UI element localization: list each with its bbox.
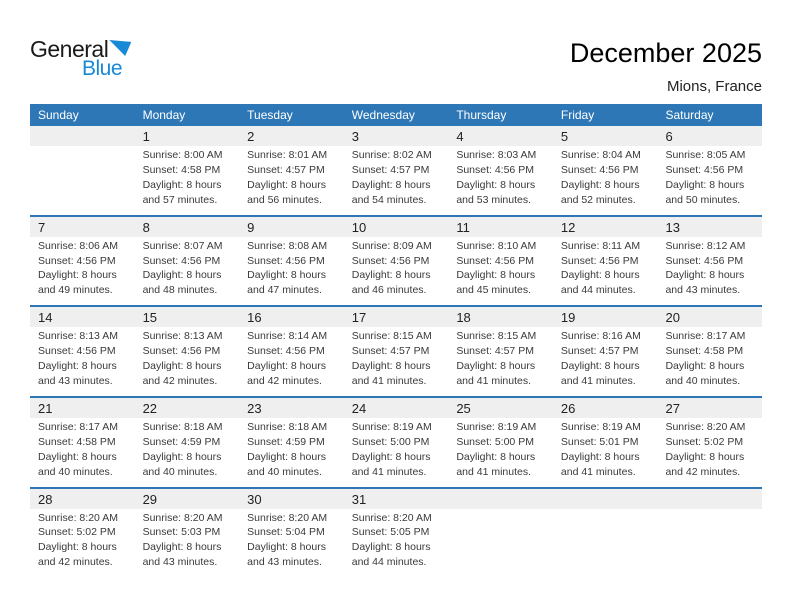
logo-text-general: General [30, 36, 109, 62]
daylight-text-line1: Daylight: 8 hours [456, 269, 536, 282]
empty-day-number [30, 126, 135, 146]
day-number: 18 [456, 310, 471, 326]
daylight-text-line1: Daylight: 8 hours [38, 360, 117, 373]
page-location: Mions, France [666, 78, 762, 96]
sunset-text: Sunset: 4:56 PM [247, 345, 325, 358]
daylight-text-line2: and 40 minutes. [665, 374, 741, 387]
day-cell [239, 509, 344, 571]
sunrise-text: Sunrise: 8:14 AM [247, 330, 328, 343]
general-blue-logo [30, 38, 131, 79]
daylight-text-line2: and 43 minutes. [38, 374, 113, 387]
daylight-text-line2: and 44 minutes. [351, 556, 427, 569]
daylight-text-line1: Daylight: 8 hours [247, 450, 326, 463]
sunset-text: Sunset: 4:57 PM [351, 163, 430, 176]
sunset-text: Sunset: 4:56 PM [665, 163, 744, 176]
daylight-text-line1: Daylight: 8 hours [456, 450, 536, 463]
sunrise-text: Sunrise: 8:07 AM [142, 239, 223, 252]
daylight-text-line2: and 40 minutes. [142, 465, 218, 478]
day-cell [344, 327, 449, 389]
day-cell [30, 237, 135, 299]
day-number: 4 [456, 129, 464, 144]
sunrise-text: Sunrise: 8:18 AM [142, 420, 223, 433]
day-cell [239, 418, 344, 480]
empty-day-cell [30, 146, 135, 208]
daylight-text-line2: and 52 minutes. [560, 193, 636, 206]
sunrise-text: Sunrise: 8:20 AM [665, 420, 746, 433]
daylight-text-line2: and 43 minutes. [665, 284, 741, 297]
daylight-text-line2: and 41 minutes. [351, 465, 427, 478]
sunrise-text: Sunrise: 8:12 AM [665, 239, 746, 252]
sunrise-text: Sunrise: 8:18 AM [247, 420, 328, 433]
sunset-text: Sunset: 4:59 PM [142, 435, 221, 448]
week-row [30, 305, 762, 396]
day-cell [553, 237, 658, 299]
day-cell [239, 237, 344, 299]
daylight-text-line1: Daylight: 8 hours [247, 360, 326, 373]
daylight-text-line1: Daylight: 8 hours [142, 450, 222, 463]
day-cell [448, 237, 553, 299]
logo-triangle-icon [109, 40, 131, 56]
daylight-text-line2: and 43 minutes. [247, 556, 322, 569]
day-detail-band [30, 237, 762, 306]
weekday-sunday: Sunday [38, 108, 79, 122]
day-number: 25 [456, 400, 471, 416]
daylight-text-line1: Daylight: 8 hours [665, 269, 745, 282]
day-cell [344, 146, 449, 208]
sunset-text: Sunset: 4:56 PM [456, 254, 534, 267]
weekday-tuesday: Tuesday [247, 108, 293, 122]
sunrise-text: Sunrise: 8:01 AM [247, 149, 328, 161]
sunrise-text: Sunrise: 8:08 AM [247, 239, 328, 252]
day-number: 13 [665, 219, 680, 235]
sunrise-text: Sunrise: 8:16 AM [560, 330, 641, 343]
day-number: 12 [560, 219, 576, 235]
week-row [30, 126, 762, 215]
daylight-text-line1: Daylight: 8 hours [142, 541, 222, 554]
weekday-monday: Monday [142, 108, 186, 122]
sunset-text: Sunset: 5:04 PM [247, 526, 325, 539]
day-number: 19 [560, 310, 576, 326]
day-number: 5 [560, 129, 569, 144]
sunset-text: Sunset: 4:56 PM [38, 254, 116, 267]
daylight-text-line2: and 45 minutes. [456, 284, 532, 297]
day-cell [30, 418, 135, 480]
daylight-text-line2: and 42 minutes. [38, 556, 113, 569]
sunrise-text: Sunrise: 8:13 AM [38, 330, 118, 343]
sunrise-text: Sunrise: 8:10 AM [456, 239, 537, 252]
sunrise-text: Sunrise: 8:17 AM [665, 330, 746, 343]
day-cell [657, 146, 762, 208]
day-number-band [30, 489, 762, 509]
week-row [30, 215, 762, 306]
sunset-text: Sunset: 4:56 PM [142, 345, 221, 358]
daylight-text-line1: Daylight: 8 hours [560, 450, 640, 463]
sunset-text: Sunset: 4:58 PM [665, 345, 744, 358]
sunrise-text: Sunrise: 8:17 AM [38, 420, 118, 433]
daylight-text-line1: Daylight: 8 hours [665, 360, 745, 373]
empty-day-cell [657, 509, 762, 571]
day-number: 31 [351, 491, 367, 507]
daylight-text-line2: and 48 minutes. [142, 284, 218, 297]
daylight-text-line1: Daylight: 8 hours [38, 541, 117, 554]
day-number: 3 [351, 129, 359, 144]
day-cell [239, 327, 344, 389]
daylight-text-line1: Daylight: 8 hours [351, 178, 431, 191]
day-cell [344, 509, 449, 571]
daylight-text-line1: Daylight: 8 hours [38, 269, 117, 282]
sunrise-text: Sunrise: 8:09 AM [351, 239, 432, 252]
daylight-text-line2: and 44 minutes. [560, 284, 636, 297]
sunrise-text: Sunrise: 8:19 AM [560, 420, 641, 433]
day-number: 29 [142, 491, 158, 507]
daylight-text-line1: Daylight: 8 hours [142, 269, 222, 282]
daylight-text-line2: and 47 minutes. [247, 284, 322, 297]
sunset-text: Sunset: 4:56 PM [38, 345, 116, 358]
daylight-text-line1: Daylight: 8 hours [456, 178, 536, 191]
sunrise-text: Sunrise: 8:05 AM [665, 149, 746, 161]
weekday-wednesday: Wednesday [351, 108, 415, 122]
sunrise-text: Sunrise: 8:02 AM [351, 149, 432, 161]
sunset-text: Sunset: 5:02 PM [665, 435, 744, 448]
daylight-text-line2: and 49 minutes. [38, 284, 113, 297]
day-cell [135, 146, 240, 208]
day-number: 28 [38, 491, 53, 507]
daylight-text-line1: Daylight: 8 hours [247, 269, 326, 282]
weekday-header-row [30, 104, 762, 126]
sunset-text: Sunset: 4:56 PM [665, 254, 744, 267]
day-number: 14 [38, 310, 53, 326]
daylight-text-line1: Daylight: 8 hours [560, 360, 640, 373]
day-number: 17 [351, 310, 367, 326]
page-header [30, 38, 762, 95]
day-cell [448, 146, 553, 208]
calendar-body [30, 126, 762, 577]
empty-day-cell [448, 509, 553, 571]
daylight-text-line2: and 42 minutes. [142, 374, 218, 387]
sunset-text: Sunset: 4:57 PM [247, 163, 325, 176]
sunrise-text: Sunrise: 8:20 AM [247, 511, 328, 524]
day-number: 2 [247, 129, 255, 144]
sunset-text: Sunset: 5:01 PM [560, 435, 639, 448]
daylight-text-line2: and 57 minutes. [142, 193, 218, 206]
daylight-text-line1: Daylight: 8 hours [142, 360, 222, 373]
daylight-text-line2: and 41 minutes. [560, 465, 636, 478]
daylight-text-line1: Daylight: 8 hours [456, 360, 536, 373]
daylight-text-line1: Daylight: 8 hours [38, 450, 117, 463]
day-cell [30, 509, 135, 571]
day-detail-band [30, 509, 762, 578]
daylight-text-line2: and 53 minutes. [456, 193, 532, 206]
day-number: 21 [38, 400, 53, 416]
day-number-band [30, 126, 762, 146]
sunset-text: Sunset: 4:57 PM [351, 345, 430, 358]
empty-day-number [657, 489, 762, 509]
day-cell [344, 418, 449, 480]
title-block [570, 38, 762, 95]
daylight-text-line2: and 41 minutes. [456, 374, 532, 387]
day-detail-band [30, 146, 762, 215]
day-cell [657, 327, 762, 389]
daylight-text-line2: and 43 minutes. [142, 556, 218, 569]
sunset-text: Sunset: 4:57 PM [560, 345, 639, 358]
day-detail-band [30, 327, 762, 396]
sunset-text: Sunset: 5:05 PM [351, 526, 430, 539]
daylight-text-line2: and 54 minutes. [351, 193, 427, 206]
daylight-text-line1: Daylight: 8 hours [560, 269, 640, 282]
day-cell [135, 327, 240, 389]
day-number: 15 [142, 310, 158, 326]
day-number: 7 [38, 219, 46, 235]
sunset-text: Sunset: 4:56 PM [247, 254, 325, 267]
day-detail-band [30, 418, 762, 487]
day-number: 22 [142, 400, 158, 416]
daylight-text-line2: and 50 minutes. [665, 193, 741, 206]
weekday-thursday: Thursday [456, 108, 507, 122]
day-cell [135, 418, 240, 480]
daylight-text-line1: Daylight: 8 hours [247, 178, 326, 191]
sunset-text: Sunset: 4:58 PM [142, 163, 221, 176]
page-title: December 2025 [569, 38, 762, 68]
day-cell [135, 509, 240, 571]
daylight-text-line2: and 46 minutes. [351, 284, 427, 297]
day-number: 23 [247, 400, 262, 416]
calendar-table [30, 104, 762, 577]
day-number: 30 [247, 491, 262, 507]
sunset-text: Sunset: 4:59 PM [247, 435, 325, 448]
week-row [30, 396, 762, 487]
day-cell [239, 146, 344, 208]
logo-text-blue: Blue [82, 57, 123, 80]
day-number: 10 [351, 219, 367, 235]
weekday-friday: Friday [560, 108, 595, 122]
sunrise-text: Sunrise: 8:20 AM [351, 511, 432, 524]
day-number: 27 [665, 400, 680, 416]
daylight-text-line1: Daylight: 8 hours [142, 178, 222, 191]
sunset-text: Sunset: 4:56 PM [142, 254, 221, 267]
sunrise-text: Sunrise: 8:15 AM [351, 330, 432, 343]
day-cell [135, 237, 240, 299]
daylight-text-line1: Daylight: 8 hours [665, 178, 745, 191]
sunrise-text: Sunrise: 8:06 AM [38, 239, 118, 252]
day-number: 20 [665, 310, 680, 326]
weekday-saturday: Saturday [665, 108, 714, 122]
sunset-text: Sunset: 4:56 PM [560, 163, 639, 176]
daylight-text-line2: and 42 minutes. [247, 374, 322, 387]
day-cell [448, 418, 553, 480]
daylight-text-line1: Daylight: 8 hours [351, 541, 431, 554]
daylight-text-line2: and 41 minutes. [351, 374, 427, 387]
empty-day-cell [553, 509, 658, 571]
daylight-text-line2: and 40 minutes. [38, 465, 113, 478]
day-number: 16 [247, 310, 262, 326]
sunrise-text: Sunrise: 8:03 AM [456, 149, 537, 161]
day-number-band [30, 398, 762, 418]
daylight-text-line1: Daylight: 8 hours [351, 450, 431, 463]
sunrise-text: Sunrise: 8:19 AM [456, 420, 537, 433]
day-cell [30, 327, 135, 389]
sunrise-text: Sunrise: 8:20 AM [38, 511, 118, 524]
day-number: 9 [247, 219, 255, 235]
sunset-text: Sunset: 5:00 PM [351, 435, 430, 448]
week-row [30, 487, 762, 578]
sunrise-text: Sunrise: 8:13 AM [142, 330, 223, 343]
day-number: 26 [560, 400, 576, 416]
day-number: 8 [142, 219, 150, 235]
day-number-band [30, 217, 762, 237]
daylight-text-line1: Daylight: 8 hours [560, 178, 640, 191]
sunrise-text: Sunrise: 8:19 AM [351, 420, 432, 433]
sunset-text: Sunset: 4:56 PM [351, 254, 430, 267]
empty-day-number [553, 489, 658, 509]
daylight-text-line2: and 40 minutes. [247, 465, 322, 478]
daylight-text-line1: Daylight: 8 hours [351, 269, 431, 282]
daylight-text-line2: and 56 minutes. [247, 193, 322, 206]
daylight-text-line2: and 41 minutes. [560, 374, 636, 387]
empty-day-number [448, 489, 553, 509]
day-cell [657, 237, 762, 299]
day-number: 6 [665, 129, 673, 144]
sunset-text: Sunset: 4:58 PM [38, 435, 116, 448]
day-cell [553, 327, 658, 389]
sunset-text: Sunset: 4:56 PM [456, 163, 534, 176]
sunset-text: Sunset: 4:56 PM [560, 254, 639, 267]
sunrise-text: Sunrise: 8:04 AM [560, 149, 641, 161]
sunset-text: Sunset: 5:03 PM [142, 526, 221, 539]
sunset-text: Sunset: 5:00 PM [456, 435, 534, 448]
day-cell [553, 418, 658, 480]
sunset-text: Sunset: 5:02 PM [38, 526, 116, 539]
daylight-text-line1: Daylight: 8 hours [247, 541, 326, 554]
day-cell [448, 327, 553, 389]
day-cell [657, 418, 762, 480]
sunrise-text: Sunrise: 8:00 AM [142, 149, 223, 161]
day-cell [553, 146, 658, 208]
daylight-text-line1: Daylight: 8 hours [351, 360, 431, 373]
sunset-text: Sunset: 4:57 PM [456, 345, 534, 358]
daylight-text-line2: and 41 minutes. [456, 465, 532, 478]
daylight-text-line1: Daylight: 8 hours [665, 450, 745, 463]
sunrise-text: Sunrise: 8:20 AM [142, 511, 223, 524]
sunrise-text: Sunrise: 8:15 AM [456, 330, 537, 343]
day-cell [344, 237, 449, 299]
daylight-text-line2: and 42 minutes. [665, 465, 741, 478]
day-number-band [30, 307, 762, 327]
day-number: 1 [142, 129, 150, 144]
day-number: 24 [351, 400, 367, 416]
sunrise-text: Sunrise: 8:11 AM [560, 239, 641, 252]
day-number: 11 [456, 219, 470, 235]
